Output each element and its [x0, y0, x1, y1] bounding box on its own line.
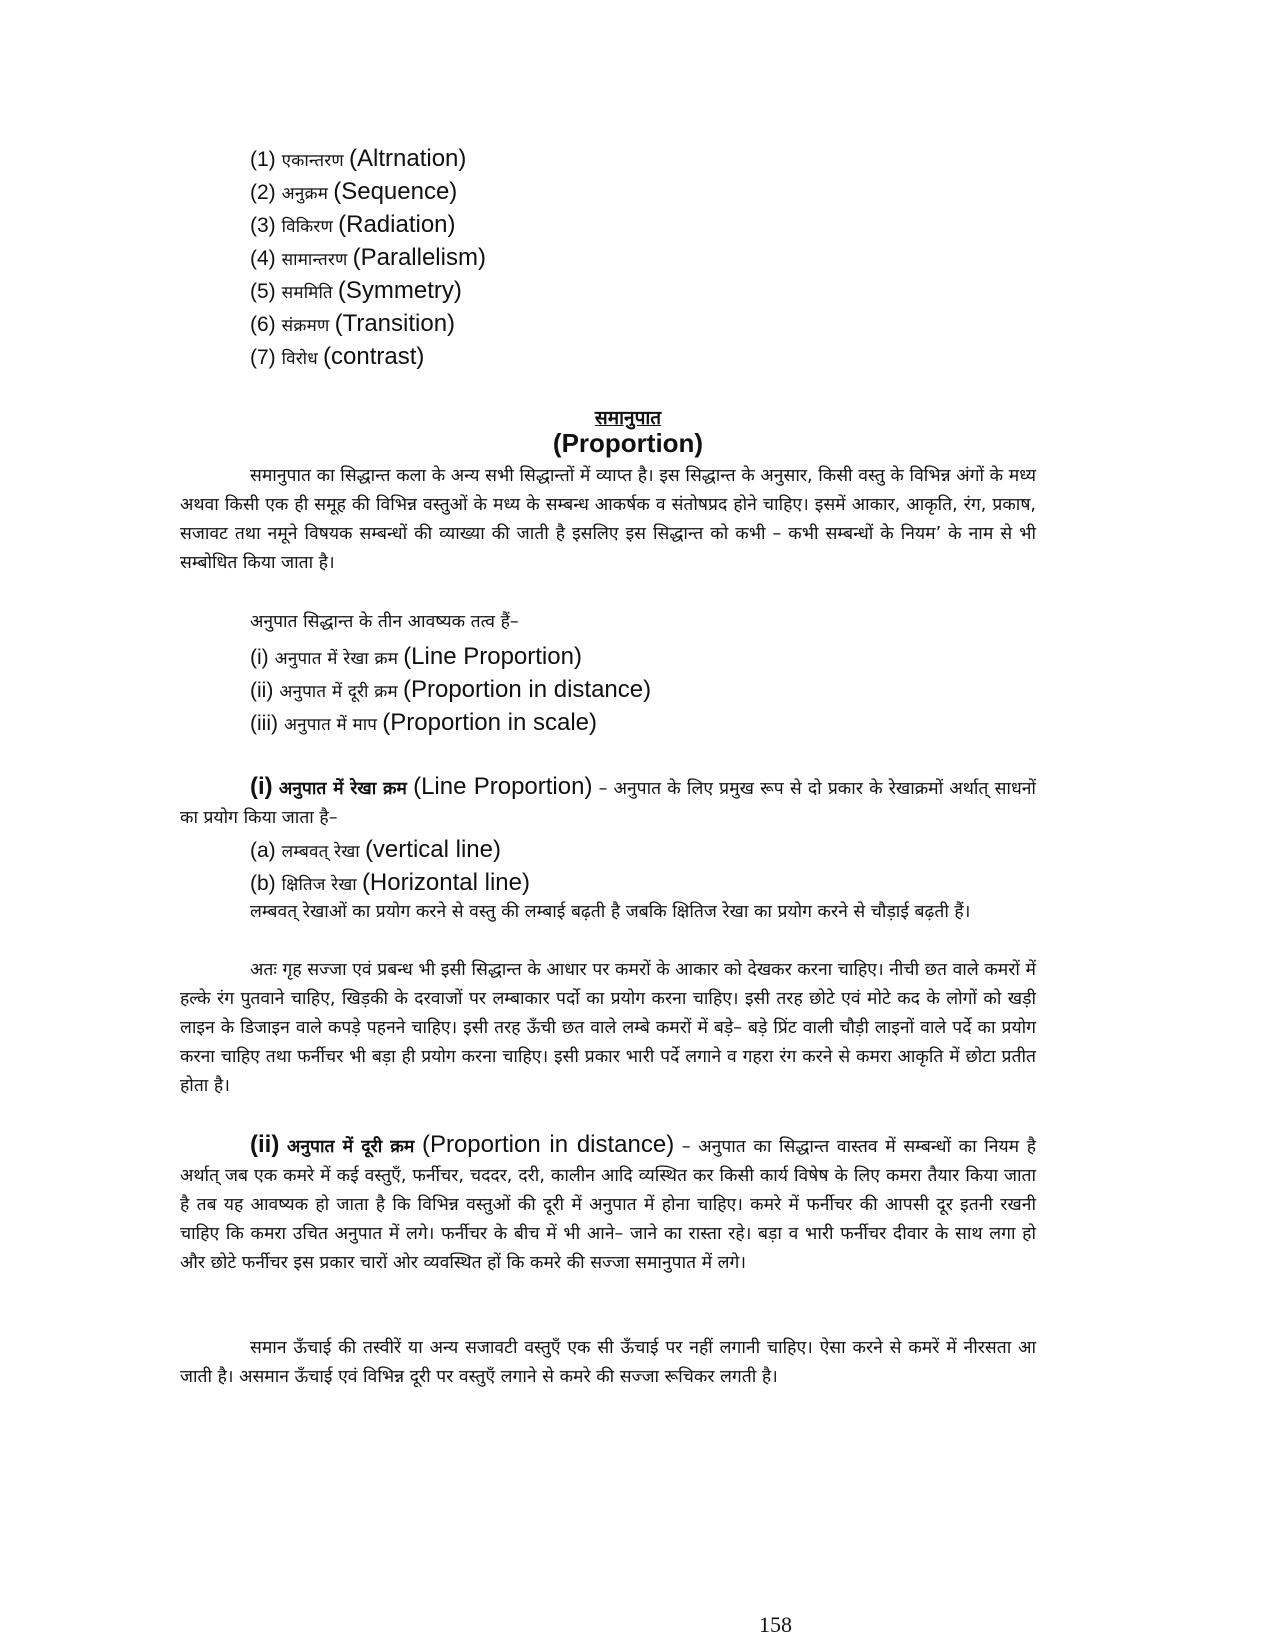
- list-item: [250, 208, 486, 241]
- item-hindi: एकान्तरण: [281, 151, 344, 171]
- item-english: (vertical line): [364, 836, 501, 863]
- item-number: (5): [250, 280, 276, 303]
- item-english: (Radiation): [338, 211, 456, 238]
- item-hindi: लम्बवत् रेखा: [281, 842, 360, 862]
- item-english: (Proportion in distance): [402, 676, 652, 703]
- paragraph-distance-proportion: [180, 1130, 1036, 1278]
- item-english: (Altrnation): [349, 145, 467, 172]
- item-english: (Parallelism): [352, 244, 486, 271]
- list-item: [250, 640, 651, 673]
- item-english: (Symmetry): [337, 277, 462, 304]
- item-number: (7): [250, 346, 276, 369]
- line-types-list: [250, 833, 530, 899]
- paragraph-pictures: समान ऊँचाई की तस्वीरें या अन्य सजावटी वस्तुएँ एक सी ऊँचाई पर नहीं लगानी चाहिए। ऐसा करने से कमरें में नीरसता आ जाती है। असमान ऊँचाई एवं विभिन्न दूरी पर वस्तुएँ लगाने से कमरे की सज्जा रूचिकर लगती है।: [180, 1338, 1036, 1387]
- list-item: [250, 274, 486, 307]
- item-hindi: सममिति: [281, 283, 333, 303]
- item-english: (Transition): [334, 310, 456, 337]
- item-english: (Line Proportion): [403, 643, 582, 670]
- section-title-hindi: समानुपात: [594, 407, 662, 429]
- item-hindi: अनुक्रम: [281, 184, 329, 204]
- section-number: (i): [250, 773, 273, 800]
- page-number: 158: [759, 1612, 792, 1637]
- item-english: (Horizontal line): [361, 869, 530, 896]
- page-content: [180, 142, 1036, 1637]
- item-hindi: क्षितिज रेखा: [281, 875, 357, 895]
- item-number: (a): [250, 839, 276, 862]
- subheading-english: (Line Proportion): [413, 773, 593, 800]
- item-number: (iii): [250, 712, 278, 735]
- item-english: (contrast): [323, 343, 425, 370]
- item-hindi: अनुपात में रेखा क्रम: [274, 649, 399, 669]
- item-hindi: सामान्तरण: [281, 250, 348, 270]
- item-number: (i): [250, 646, 269, 669]
- item-english: (Proportion in scale): [382, 709, 598, 736]
- paragraph-intro: समानुपात का सिद्धान्त कला के अन्य सभी सिद्धान्तों में व्याप्त है। इस सिद्धान्त के अनुसार, किसी वस्तु के विभिन्न अंगों के मध्य अथवा किसी एक ही समूह की विभिन्न वस्तुओं के मध्य के सम्बन्ध आकर्षक व संतोषप्रद होने चाहिए। इसमें आकार, आकृति, रंग, प्रकाष, सजावट तथा नमूने विषयक सम्बन्धों की व्याख्या की जाती है इसलिए इस सिद्धान्त को कभी – कभी सम्बन्धों के नियम’ के नाम से भी सम्बोधित किया जाता है।: [180, 466, 1036, 573]
- item-number: (3): [250, 214, 276, 237]
- list-item: [250, 340, 486, 373]
- list-item: [250, 142, 486, 175]
- item-number: (2): [250, 181, 276, 204]
- paragraph-line-proportion: [180, 772, 1036, 833]
- item-english: (Sequence): [333, 178, 458, 205]
- item-hindi: विरोध: [281, 349, 318, 369]
- item-hindi: संक्रमण: [281, 316, 330, 336]
- list-item: [250, 241, 486, 274]
- list-item: [250, 833, 530, 866]
- subheading-hindi: अनुपात में दूरी क्रम: [286, 1137, 415, 1157]
- paragraph-home-decor: अतः गृह सज्जा एवं प्रबन्ध भी इसी सिद्धान्त के आधार पर कमरों के आकार को देखकर करना चाहिए। नीची छत वाले कमरों में हल्के रंग पुतवाने चाहिए, खिड़की के दरवाजों पर लम्बाकार पर्दो का प्रयोग करना चाहिए। इसी तरह छोटे एवं मोटे कद के लोगों को खड़ी लाइन के डिजाइन वाले कपड़े पहनने चाहिए। इसी तरह ऊँची छत वाले लम्बे कमरों में बड़े– बड़े प्रिंट वाली चौड़ी लाइनों वाले पर्दे का प्रयोग करना चाहिए तथा फर्नीचर भी बड़ा ही प्रयोग करना चाहिए। इसी प्रकार भारी पर्दे लगाने व गहरा रंग करने से कमरा आकृति में छोटा प्रतीत होता है।: [180, 960, 1036, 1096]
- item-hindi: अनुपात में माप: [283, 715, 378, 735]
- section-title-english: (Proportion): [552, 428, 704, 458]
- paragraph-line-effect: लम्बवत् रेखाओं का प्रयोग करने से वस्तु की लम्बाई बढ़ती है जबकि क्षितिज रेखा का प्रयोग करने से चौड़ाई बढ़ती हैं।: [250, 902, 971, 922]
- item-hindi: अनुपात में दूरी क्रम: [279, 682, 398, 702]
- item-number: (ii): [250, 679, 274, 702]
- list-item: [250, 706, 651, 739]
- paragraph-elements-intro: अनुपात सिद्धान्त के तीन आवष्यक तत्व हैं–: [250, 612, 519, 632]
- item-number: (b): [250, 872, 276, 895]
- item-number: (4): [250, 247, 276, 270]
- subheading-english: (Proportion in distance): [421, 1131, 675, 1158]
- list-item: [250, 866, 530, 899]
- principles-list: [250, 142, 486, 373]
- list-item: [250, 307, 486, 340]
- paragraph-text: – अनुपात के लिए प्रमुख रूप से दो प्रकार के रेखाक्रमों अर्थात् साधनों का प्रयोग किया जाता है–: [180, 779, 1036, 828]
- list-item: [250, 673, 651, 706]
- item-number: (6): [250, 313, 276, 336]
- section-number: (ii): [250, 1131, 280, 1158]
- paragraph-text: – अनुपात का सिद्धान्त वास्तव में सम्बन्धों का नियम है अर्थात् जब एक कमरे में कई वस्तुएँ, फर्नीचर, चददर, दरी, कालीन आदि व्यस्थित कर किसी कार्य विषेष के लिए कमरा तैयार किया जाता है तब यह आवष्यक हो जाता है कि विभिन्न वस्तुओं की दूरी में अनुपात में होना चाहिए। कमरे में फर्नीचर की आपसी दूर इतनी रखनी चाहिए कि कमरा उचित अनुपात में लगे। फर्नीचर के बीच में भी आने– जाने का रास्ता रहे। बड़ा व भारी फर्नीचर दीवार के साथ लगा हो और छोटे फर्नीचर इस प्रकार चारों ओर व्यवस्थित हों कि कमरे की सज्जा समानुपात में लगे।: [180, 1137, 1036, 1273]
- elements-list: [250, 640, 651, 739]
- list-item: [250, 175, 486, 208]
- item-hindi: विकिरण: [281, 217, 334, 237]
- subheading-hindi: अनुपात में रेखा क्रम: [278, 779, 407, 799]
- item-number: (1): [250, 148, 276, 171]
